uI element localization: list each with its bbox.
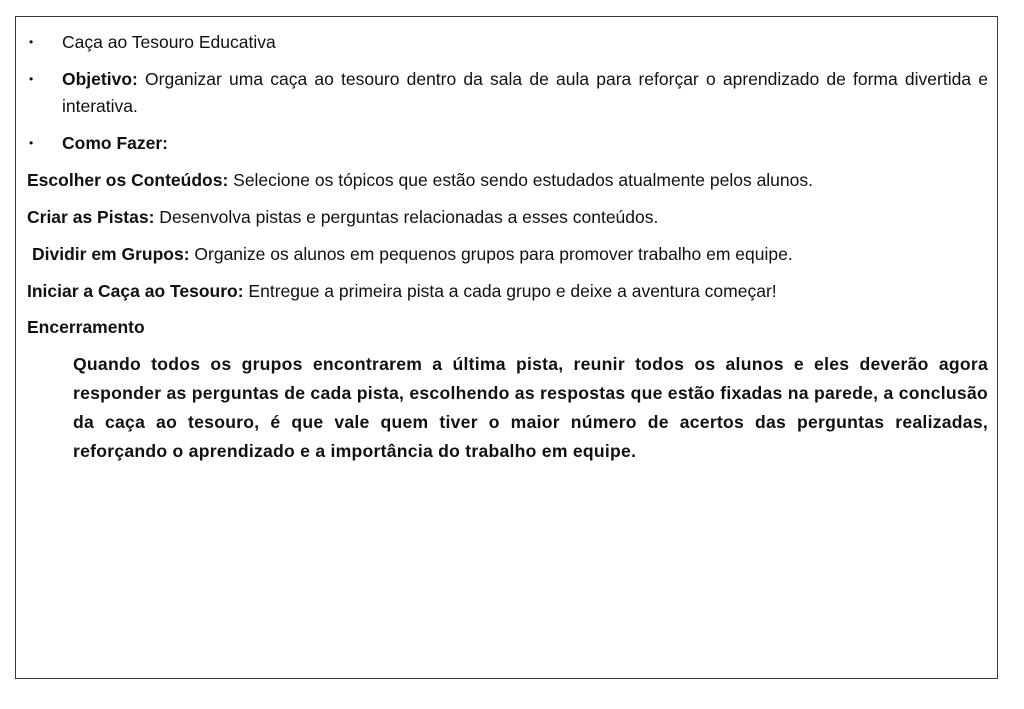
step-text: Entregue a primeira pista a cada grupo e deixe a aventura começar!: [243, 281, 777, 301]
objective-label: Objetivo:: [62, 69, 138, 89]
closing-paragraph: Quando todos os grupos encontrarem a última pista, reunir todos os alunos e eles deverão agora responder as perguntas de cada pista, escolhendo as respostas que estão fixadas na parede, a conclusão da caça ao tesouro, é que vale quem tiver o maior número de acertos das perguntas realizadas, reforçando o aprendizado e a importância do trabalho em equipe.: [73, 354, 988, 461]
step-text: Organize os alunos em pequenos grupos para promover trabalho em equipe.: [189, 244, 793, 264]
bullet-dot-icon: •: [29, 72, 34, 86]
step-label: Escolher os Conteúdos:: [27, 170, 229, 190]
step-start-hunt: [27, 278, 988, 305]
step-label: Criar as Pistas:: [27, 207, 155, 227]
bullet-how-to: [27, 130, 988, 157]
objective-text: Organizar uma caça ao tesouro dentro da sala de aula para reforçar o aprendizado de forma divertida e interativa.: [62, 69, 988, 116]
step-text: Desenvolva pistas e perguntas relacionadas a esses conteúdos.: [154, 207, 659, 227]
bullet-dot-icon: •: [29, 35, 34, 49]
step-text: Selecione os tópicos que estão sendo estudados atualmente pelos alunos.: [228, 170, 813, 190]
step-label: Dividir em Grupos:: [32, 244, 190, 264]
bullet-title: [27, 29, 988, 56]
step-label: Iniciar a Caça ao Tesouro:: [27, 281, 244, 301]
how-to-label: Como Fazer:: [62, 133, 168, 153]
step-split-groups: [27, 241, 988, 268]
activity-title: Caça ao Tesouro Educativa: [62, 32, 276, 52]
document-box: [15, 16, 998, 679]
step-choose-content: [27, 167, 988, 194]
closing-heading: Encerramento: [27, 317, 145, 337]
bullet-dot-icon: •: [29, 136, 34, 150]
step-create-clues: [27, 204, 988, 231]
bullet-objective: [27, 66, 988, 120]
